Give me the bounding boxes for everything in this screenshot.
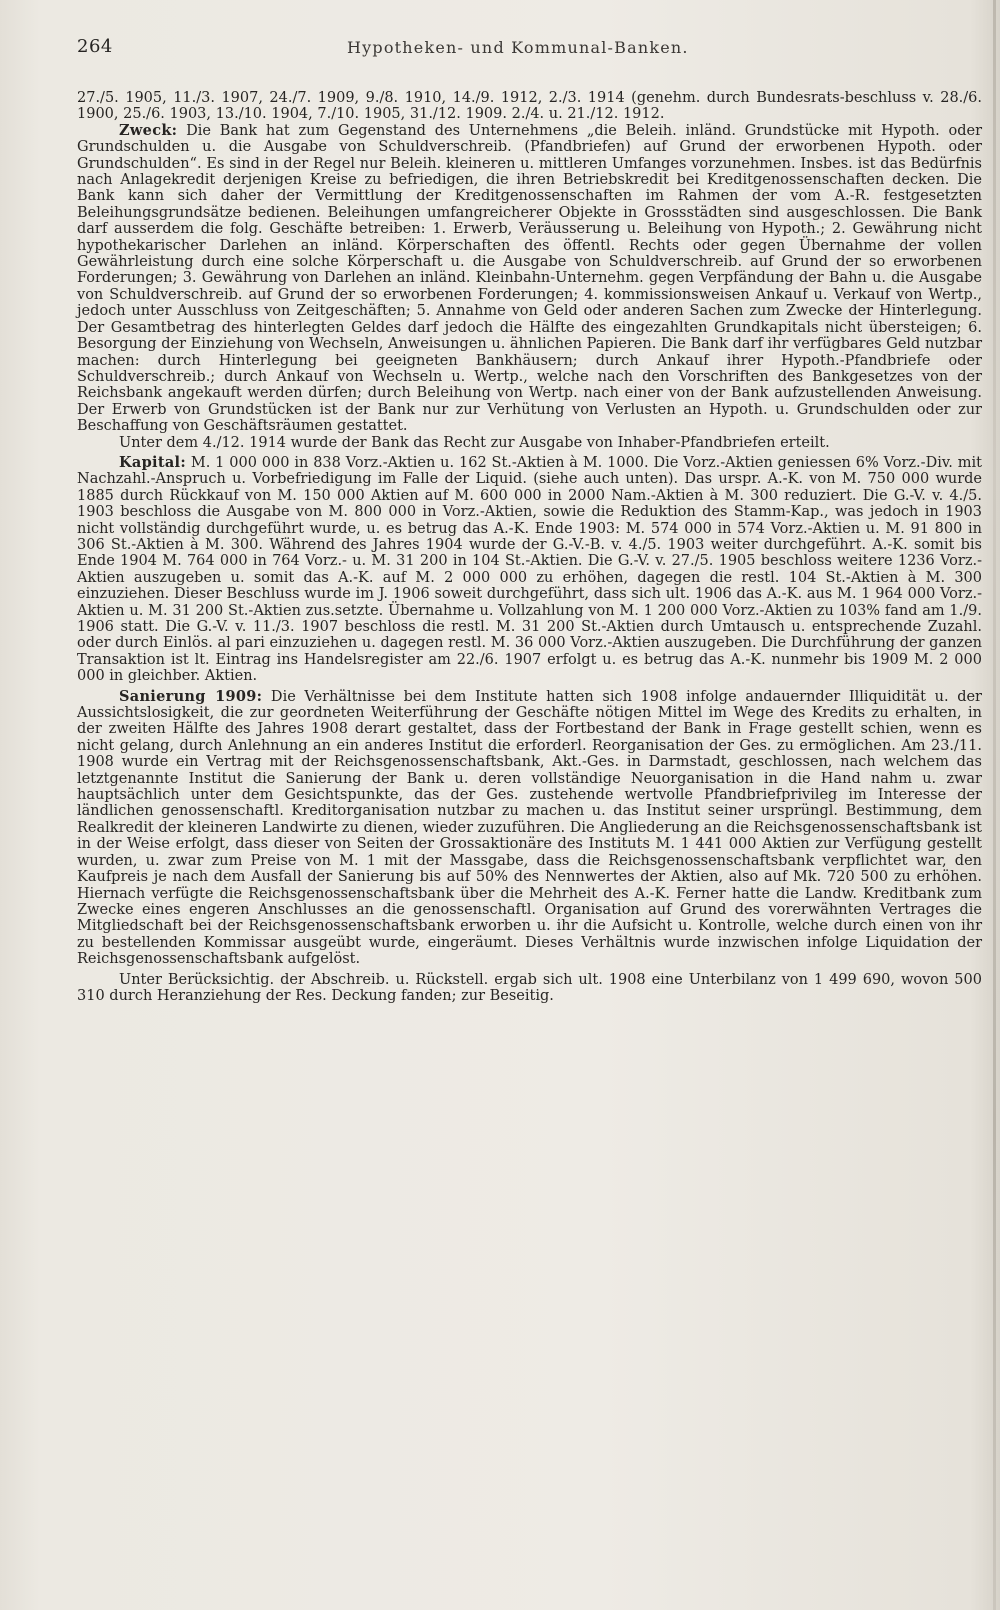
paragraph-unterbilanz [77,972,982,1005]
paragraph-text: M. 1 000 000 in 838 Vorz.-Aktien u. 162 St.-Aktien à M. 1000. Die Vorz.-Aktien geniessen 6% Vorz.-Div. mit Nachzahl.-Anspruch u. Vorbefriedigung im Falle der Liquid. (siehe auch unten). Das urspr. A.-K. von M. 750 000 wurde 1885 durch Rückkauf von M. 150 000 Aktien auf M. 600 000 in 2000 Nam.-Aktien à M. 300 reduziert. Die G.-V. v. 4./5. 1903 beschloss die Ausgabe von M. 800 000 in Vorz.-Aktien, sowie die Reduktion des Stamm-Kap., was jedoch in 1903 nicht vollständig durchgeführt wurde, u. es betrug das A.-K. Ende 1903: M. 574 000 in 574 Vorz.-Aktien u. M. 91 800 in 306 St.-Aktien à M. 300. Während des Jahres 1904 wurde der G.-V.-B. v. 4./5. 1903 weiter durchgeführt. A.-K. somit bis Ende 1904 M. 764 000 in 764 Vorz.- u. M. 31 200 in 104 St.-Aktien. Die G.-V. v. 27./5. 1905 beschloss weitere 1236 Vorz.-Aktien auszugeben u. somit das A.-K. auf M. 2 000 000 zu erhöhen, dagegen die restl. 104 St.-Aktien à M. 300 einzuziehen. Dieser Beschluss wurde im J. 1906 soweit durchgeführt, dass sich ult. 1906 das A.-K. aus M. 1 964 000 Vorz.-Aktien u. M. 31 200 St.-Aktien zus.setzte. Übernahme u. Vollzahlung von M. 1 200 000 Vorz.-Aktien zu 103% fand am 1./9. 1906 statt. Die G.-V. v. 11./3. 1907 beschloss die restl. M. 31 200 St.-Aktien durch Umtausch u. entsprechende Zuzahl. oder durch Einlös. al pari einzuziehen u. dagegen restl. M. 36 000 Vorz.-Aktien auszugeben. Die Durchführung der ganzen Transaktion ist lt. Eintrag ins Handelsregister am 22./6. 1907 erfolgt u. es betrug das A.-K. nunmehr bis 1909 M. 2 000 000 in gleichber. Aktien. [77,454,982,685]
section-keyword: Kapital: [119,453,186,471]
paragraph-zweck [77,123,982,435]
page-header [77,36,957,66]
section-keyword: Sanierung 1909: [119,687,263,705]
paragraph-text: Die Bank hat zum Gegenstand des Unternehmens „die Beleih. inländ. Grundstücke mit Hypoth. oder Grundschulden u. die Ausgabe von Schuldverschreib. (Pfandbriefen) auf Grund der erworbenen Hypoth. oder Grundschulden“. Es sind in der Regel nur Beleih. kleineren u. mittleren Umfanges vorzunehmen. Insbes. ist das Bedürfnis nach Anlagekredit derjenigen Kreise zu befriedigen, die ihren Betriebskredit bei Kreditgenossenschaften decken. Die Bank kann sich daher der Vermittlung der Kreditgenossenschaften im Rahmen der vom A.-R. festgesetzten Beleihungsgrundsätze bedienen. Beleihungen umfangreicherer Objekte in Grossstädten sind ausgeschlossen. Die Bank darf ausserdem die folg. Geschäfte betreiben: 1. Erwerb, Veräusserung u. Beleihung von Hypoth.; 2. Gewährung nicht hypothekarischer Darlehen an inländ. Körperschaften des öffentl. Rechts oder gegen Übernahme der vollen Gewährleistung durch eine solche Körperschaft u. die Ausgabe von Schuldverschreib. auf Grund der so erworbenen Forderungen; 3. Gewährung von Darlehen an inländ. Kleinbahn-Unternehm. gegen Verpfändung der Bahn u. die Ausgabe von Schuldverschreib. auf Grund der so erworbenen Forderungen; 4. kommissionsweisen Ankauf u. Verkauf von Wertp., jedoch unter Ausschluss von Zeitgeschäften; 5. Annahme von Geld oder anderen Sachen zum Zwecke der Hinterlegung. Der Gesamtbetrag des hinterlegten Geldes darf jedoch die Hälfte des eingezahlten Grundkapitals nicht übersteigen; 6. Besorgung der Einziehung von Wechseln, Anweisungen u. ähnlichen Papieren. Die Bank darf ihr verfügbares Geld nutzbar machen: durch Hinterlegung bei geeigneten Bankhäusern; durch Ankauf ihrer Hypoth.-Pfandbriefe oder Schuldverschreib.; durch Ankauf von Wechseln u. Wertp., welche nach den Vorschriften des Bankgesetzes von der Reichsbank angekauft werden dürfen; durch Beleihung von Wertp. nach einer von der Bank aufzustellenden Anweisung. Der Erwerb von Grundstücken ist der Bank nur zur Verhütung von Verlusten an Hypoth. u. Grundschulden oder zur Beschaffung von Geschäftsräumen gestattet. [77,122,982,435]
page-edge [993,0,996,1610]
page-number: 264 [77,36,113,57]
paragraph-text: Unter dem 4./12. 1914 wurde der Bank das Recht zur Ausgabe von Inhaber-Pfandbriefen erteilt. [119,434,830,451]
running-title: Hypotheken- und Kommunal-Banken. [347,38,689,57]
paragraph-dates [77,90,982,123]
body-text [77,90,982,1004]
paragraph-text: Unter Berücksichtig. der Abschreib. u. Rückstell. ergab sich ult. 1908 eine Unterbilanz von 1 499 690, wovon 500 310 durch Heranziehung der Res. Deckung fanden; zur Beseitig. [77,971,982,1004]
section-keyword: Zweck: [119,121,178,139]
paragraph-sanierung [77,689,982,968]
paragraph-text: 27./5. 1905, 11./3. 1907, 24./7. 1909, 9./8. 1910, 14./9. 1912, 2./3. 1914 (genehm. durch Bundesrats-beschluss v. 28./6. 1900, 25./6. 1903, 13./10. 1904, 7./10. 1905, 31./12. 1909. 2./4. u. 21./12. 1912. [77,90,982,123]
paragraph-kapital [77,455,982,685]
paragraph-text: Die Verhältnisse bei dem Institute hatten sich 1908 infolge andauernder Illiquidität u. der Aussichtslosigkeit, die zur geordneten Weiterführung der Geschäfte nötigen Mittel im Wege des Kredits zu erhalten, in der zweiten Hälfte des Jahres 1908 derart gestaltet, dass der Fortbestand der Bank in Frage gestellt schien, wenn es nicht gelang, durch Anlehnung an ein anderes Institut die erforderl. Reorganisation der Ges. zu ermöglichen. Am 23./11. 1908 wurde ein Vertrag mit der Reichsgenossenschaftsbank, Akt.-Ges. in Darmstadt, geschlossen, nach welchem das letztgenannte Institut die Sanierung der Bank u. deren vollständige Neuorganisation in die Hand nahm u. zwar hauptsächlich unter dem Gesichtspunkte, das der Ges. zustehende wertvolle Pfandbriefprivileg im Interesse der ländlichen genossenschaftl. Kreditorganisation nutzbar zu machen u. das Institut seiner ursprüngl. Bestimmung, dem Realkredit der kleineren Landwirte zu dienen, wieder zuzuführen. Die Angliederung an die Reichsgenossenschaftsbank ist in der Weise erfolgt, dass dieser von Seiten der Grossaktionäre des Instituts M. 1 441 000 Aktien zur Verfügung gestellt wurden, u. zwar zum Preise von M. 1 mit der Massgabe, dass die Reichsgenossenschaftsbank verpflichtet war, den Kaufpreis je nach dem Ausfall der Sanierung bis auf 50% des Nennwertes der Aktien, also auf Mk. 720 500 zu erhöhen. Hiernach verfügte die Reichsgenossenschaftsbank über die Mehrheit des A.-K. Ferner hatte die Landw. Kreditbank zum Zwecke eines engeren Anschlusses an die genossenschaftl. Organisation auf Grund des vorerwähnten Vertrages die Mitgliedschaft bei der Reichsgenossenschaftsbank erworben u. ihr die Aufsicht u. Kontrolle, welche durch einen von ihr zu bestellenden Kommissar ausgeübt wurde, eingeräumt. Dieses Verhältnis wurde inzwischen infolge Liquidation der Reichsgenossenschaftsbank aufgelöst. [77,688,982,968]
paragraph-pfandbrief-right [77,435,982,451]
